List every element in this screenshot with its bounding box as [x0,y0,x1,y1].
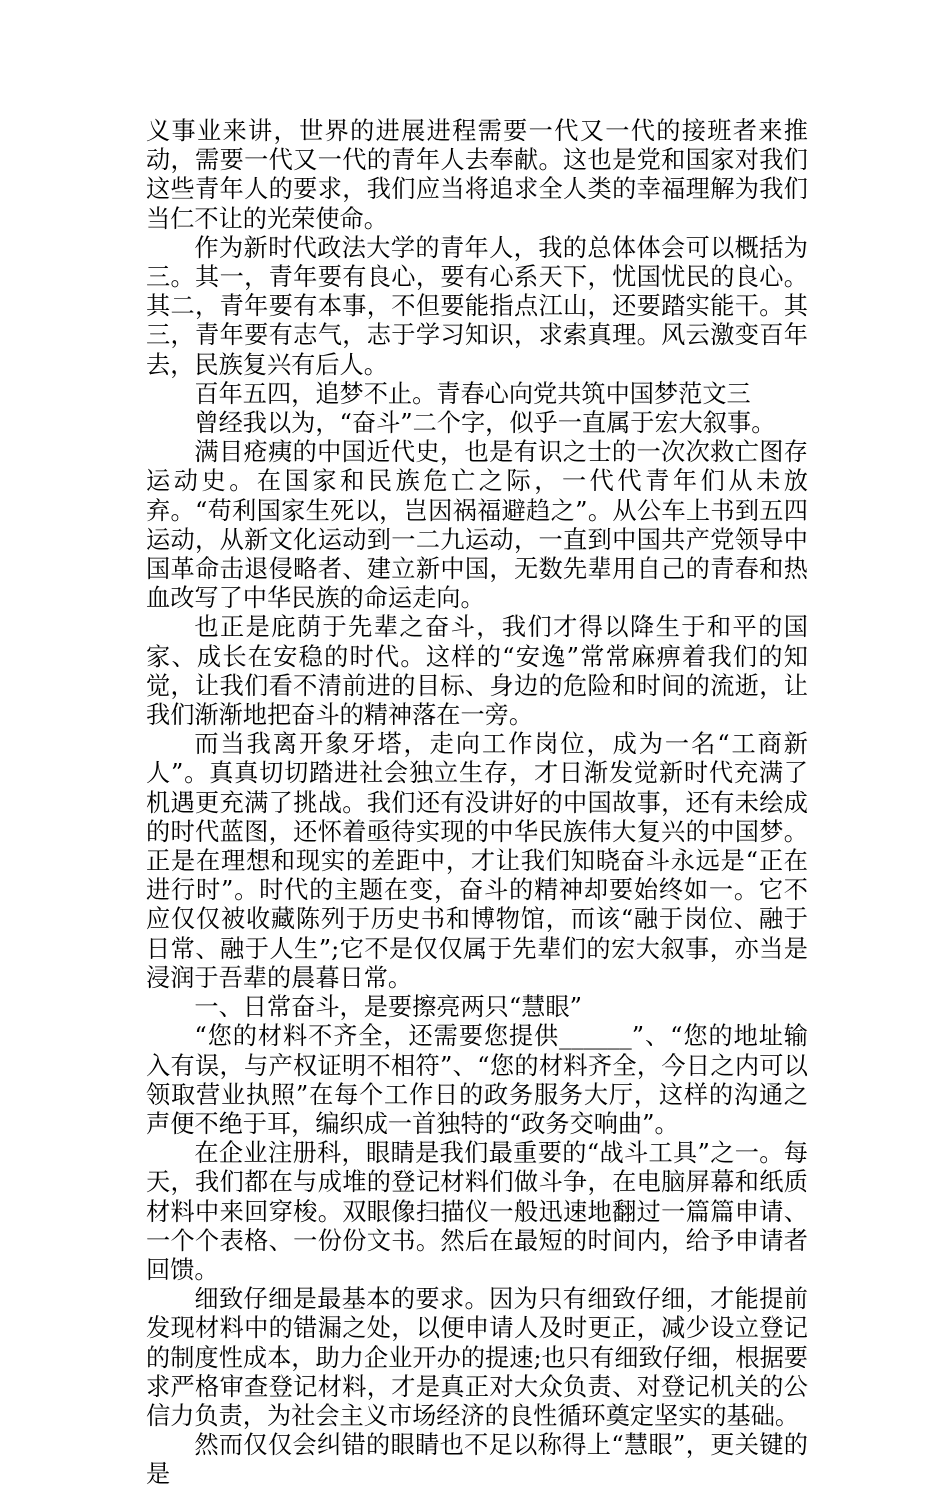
paragraph: 然而仅仅会纠错的眼睛也不足以称得上“慧眼”，更关键的是 [146,1431,808,1489]
paragraph: 也正是庇荫于先辈之奋斗，我们才得以降生于和平的国家、成长在安稳的时代。这样的“安逸”常常麻痹着我们的知觉，让我们看不清前进的目标、身边的危险和时间的流逝，让我们渐渐地把奋斗的精神落在一旁。 [146,613,808,730]
paragraph: 满目疮痍的中国近代史，也是有识之士的一次次救亡图存运动史。在国家和民族危亡之际，一代代青年们从未放弃。“苟利国家生死以，岂因祸福避趋之”。从公车上书到五四运动，从新文化运动到一二九运动，一直到中国共产党领导中国革命击退侵略者、建立新中国，无数先辈用自己的青春和热血改写了中华民族的命运走向。 [146,438,808,613]
paragraph: 曾经我以为，“奋斗”二个字，似乎一直属于宏大叙事。 [194,409,776,438]
paragraph: 而当我离开象牙塔，走向工作岗位，成为一名“工商新人”。真真切切踏进社会独立生存，才日渐发觉新时代充满了机遇更充满了挑战。我们还有没讲好的中国故事，还有未绘成的时代蓝图，还怀着亟待实现的中华民族伟大复兴的中国梦。正是在理想和现实的差距中，才让我们知晓奋斗永远是“正在进行时”。时代的主题在变，奋斗的精神却要始终如一。它不应仅仅被收藏陈列于历史书和博物馆，而该“融于岗位、融于日常、融于人生”;它不是仅仅属于先辈们的宏大叙事，亦当是浸润于吾辈的晨暮日常。 [146,730,808,992]
paragraph: “您的材料不齐全，还需要您提供______”、“您的地址输入有误，与产权证明不相符”、“您的材料齐全，今日之内可以领取营业执照”在每个工作日的政务服务大厅，这样的沟通之声便不绝于耳，编织成一首独特的“政务交响曲”。 [146,1022,808,1138]
document-body [146,117,808,1490]
paragraph: 在企业注册科，眼睛是我们最重要的“战斗工具”之一。每天，我们都在与成堆的登记材料们做斗争，在电脑屏幕和纸质材料中来回穿梭。双眼像扫描仪一般迅速地翻过一篇篇申请、一个个表格、一份份文书。然后在最短的时间内，给予申请者回馈。 [146,1139,808,1284]
paragraph: 细致仔细是最基本的要求。因为只有细致仔细，才能提前发现材料中的错漏之处，以便申请人及时更正，减少设立登记的制度性成本，助力企业开办的提速;也只有细致仔细，根据要求严格审查登记材料，才是真正对大众负责、对登记机关的公信力负责，为社会主义市场经济的良性循环奠定坚实的基础。 [146,1285,808,1430]
subheading: 一、日常奋斗，是要擦亮两只“慧眼” [194,993,582,1022]
paragraph: 义事业来讲，世界的进展进程需要一代又一代的接班者来推动，需要一代又一代的青年人去奉献。这也是党和国家对我们这些青年人的要求，我们应当将追求全人类的幸福理解为我们当仁不让的光荣使命。 [146,117,808,233]
section-title: 百年五四，追梦不止。青春心向党共筑中国梦范文三 [194,379,751,408]
paragraph: 作为新时代政法大学的青年人，我的总体体会可以概括为三。其一，青年要有良心，要有心系天下，忧国忧民的良心。其二，青年要有本事，不但要能指点江山，还要踏实能干。其三，青年要有志气，志于学习知识，求索真理。风云激变百年去，民族复兴有后人。 [146,233,808,379]
